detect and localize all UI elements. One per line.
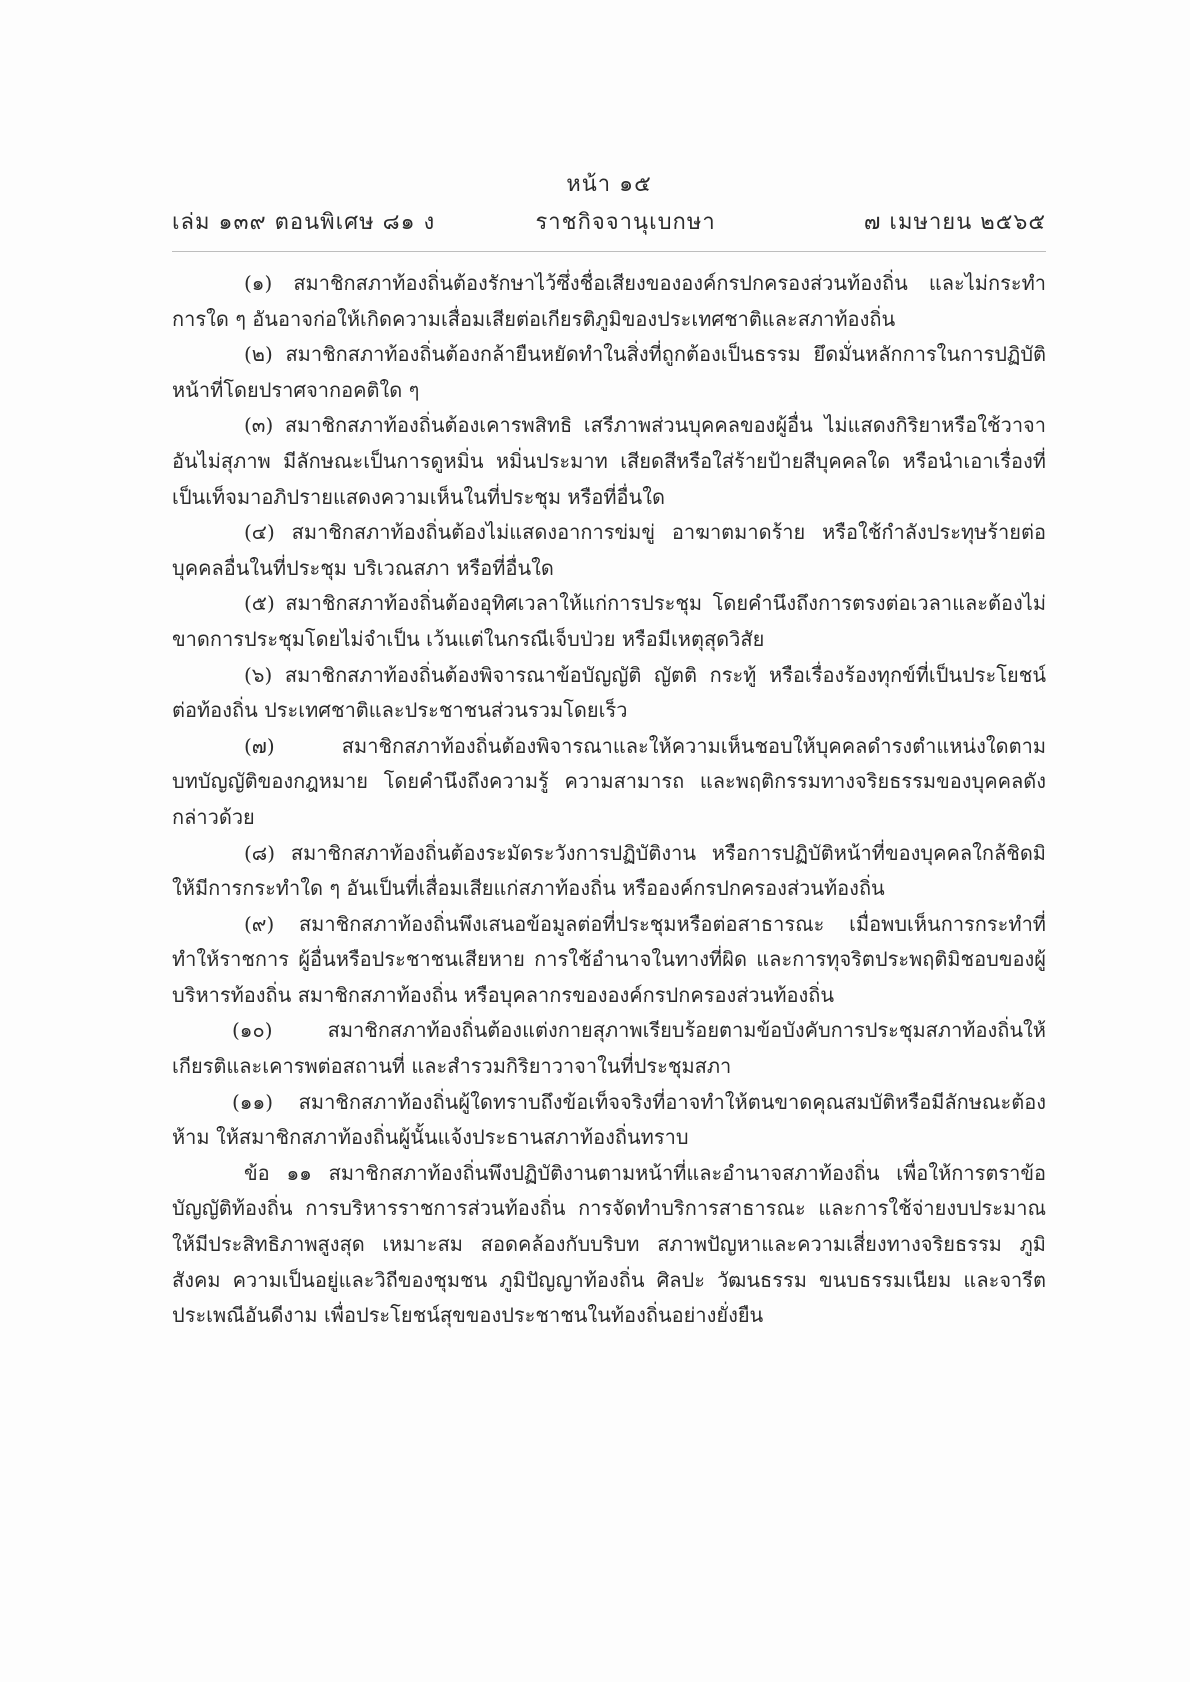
clause-3: (๓) สมาชิกสภาท้องถิ่นต้องเคารพสิทธิ เสรีภาพส่วนบุคคลของผู้อื่น ไม่แสดงกิริยาหรือใช้วาจาอันไม่สุภาพ มีลักษณะเป็นการดูหมิ่น หมิ่นประมาท เสียดสีหรือใส่ร้ายป้ายสีบุคคลใด หรือนำเอาเรื่องที่เป็นเท็จมาอภิปรายแสดงความเห็นในที่ประชุม หรือที่อื่นใด	[172, 413, 1046, 509]
gazette-name: ราชกิจจานุเบกษา	[535, 210, 716, 235]
publication-date: ๗ เมษายน ๒๕๖๕	[863, 210, 1046, 235]
volume-issue: เล่ม ๑๓๙ ตอนพิเศษ ๘๑ ง	[172, 210, 436, 235]
clause-7: (๗) สมาชิกสภาท้องถิ่นต้องพิจารณาและให้ความเห็นชอบให้บุคคลดำรงตำแหน่งใดตามบทบัญญัติของกฎหมาย โดยคำนึงถึงความรู้ ความสามารถ และพฤติกรรมทางจริยธรรมของบุคคลดังกล่าวด้วย	[172, 733, 1046, 829]
header-row	[172, 208, 1046, 238]
clause-6: (๖) สมาชิกสภาท้องถิ่นต้องพิจารณาข้อบัญญัติ ญัตติ กระทู้ หรือเรื่องร้องทุกข์ที่เป็นประโยชน์ต่อท้องถิ่น ประเทศชาติและประชาชนส่วนรวมโดยเร็ว	[172, 662, 1046, 723]
clause-9: (๙) สมาชิกสภาท้องถิ่นพึงเสนอข้อมูลต่อที่ประชุมหรือต่อสาธารณะ เมื่อพบเห็นการกระทำที่ทำให้ราชการ ผู้อื่นหรือประชาชนเสียหาย การใช้อำนาจในทางที่ผิด และการทุจริตประพฤติมิชอบของผู้บริหารท้องถิ่น สมาชิกสภาท้องถิ่น หรือบุคลากรขององค์กรปกครองส่วนท้องถิ่น	[172, 911, 1046, 1007]
clause-8: (๘) สมาชิกสภาท้องถิ่นต้องระมัดระวังการปฏิบัติงาน หรือการปฏิบัติหน้าที่ของบุคคลใกล้ชิดมิให้มีการกระทำใด ๆ อันเป็นที่เสื่อมเสียแก่สภาท้องถิ่น หรือองค์กรปกครองส่วนท้องถิ่น	[172, 840, 1046, 901]
clause-2: (๒) สมาชิกสภาท้องถิ่นต้องกล้ายืนหยัดทำในสิ่งที่ถูกต้องเป็นธรรม ยึดมั่นหลักการในการปฏิบัติหน้าที่โดยปราศจากอคติใด ๆ	[172, 342, 1046, 402]
page-number: หน้า ๑๕	[566, 172, 652, 197]
page-header	[172, 170, 1046, 238]
header-divider	[172, 251, 1046, 252]
clause-4: (๔) สมาชิกสภาท้องถิ่นต้องไม่แสดงอาการข่มขู่ อาฆาตมาดร้าย หรือใช้กำลังประทุษร้ายต่อบุคคลอื่นในที่ประชุม บริเวณสภา หรือที่อื่นใด	[172, 520, 1046, 580]
clause-11: (๑๑) สมาชิกสภาท้องถิ่นผู้ใดทราบถึงข้อเท็จจริงที่อาจทำให้ตนขาดคุณสมบัติหรือมีลักษณะต้องห้าม ให้สมาชิกสภาท้องถิ่นผู้นั้นแจ้งประธานสภาท้องถิ่นทราบ	[172, 1089, 1046, 1150]
article-11: ข้อ ๑๑ สมาชิกสภาท้องถิ่นพึงปฏิบัติงานตามหน้าที่และอำนาจสภาท้องถิ่น เพื่อให้การตราข้อบัญญัติท้องถิ่น การบริหารราชการส่วนท้องถิ่น การจัดทำบริการสาธารณะ และการใช้จ่ายงบประมาณให้มีประสิทธิภาพสูงสุด เหมาะสม สอดคล้องกับบริบท สภาพปัญหาและความเสี่ยงทางจริยธรรม ภูมิสังคม ความเป็นอยู่และวิถีของชุมชน ภูมิปัญญาท้องถิ่น ศิลปะ วัฒนธรรม ขนบธรรมเนียม และจารีตประเพณีอันดีงาม เพื่อประโยชน์สุขของประชาชนในท้องถิ่นอย่างยั่งยืน	[172, 1160, 1046, 1328]
clause-10: (๑๐) สมาชิกสภาท้องถิ่นต้องแต่งกายสุภาพเรียบร้อยตามข้อบังคับการประชุมสภาท้องถิ่นให้เกียรติและเคารพต่อสถานที่ และสำรวมกิริยาวาจาในที่ประชุมสภา	[172, 1018, 1046, 1079]
document-body	[172, 266, 1046, 1334]
clause-1: (๑) สมาชิกสภาท้องถิ่นต้องรักษาไว้ซึ่งชื่อเสียงขององค์กรปกครองส่วนท้องถิ่น และไม่กระทำการใด ๆ อันอาจก่อให้เกิดความเสื่อมเสียต่อเกียรติภูมิของประเทศชาติและสภาท้องถิ่น	[172, 271, 1046, 331]
clause-5: (๕) สมาชิกสภาท้องถิ่นต้องอุทิศเวลาให้แก่การประชุม โดยคำนึงถึงการตรงต่อเวลาและต้องไม่ขาดการประชุมโดยไม่จำเป็น เว้นแต่ในกรณีเจ็บป่วย หรือมีเหตุสุดวิสัย	[172, 591, 1046, 651]
